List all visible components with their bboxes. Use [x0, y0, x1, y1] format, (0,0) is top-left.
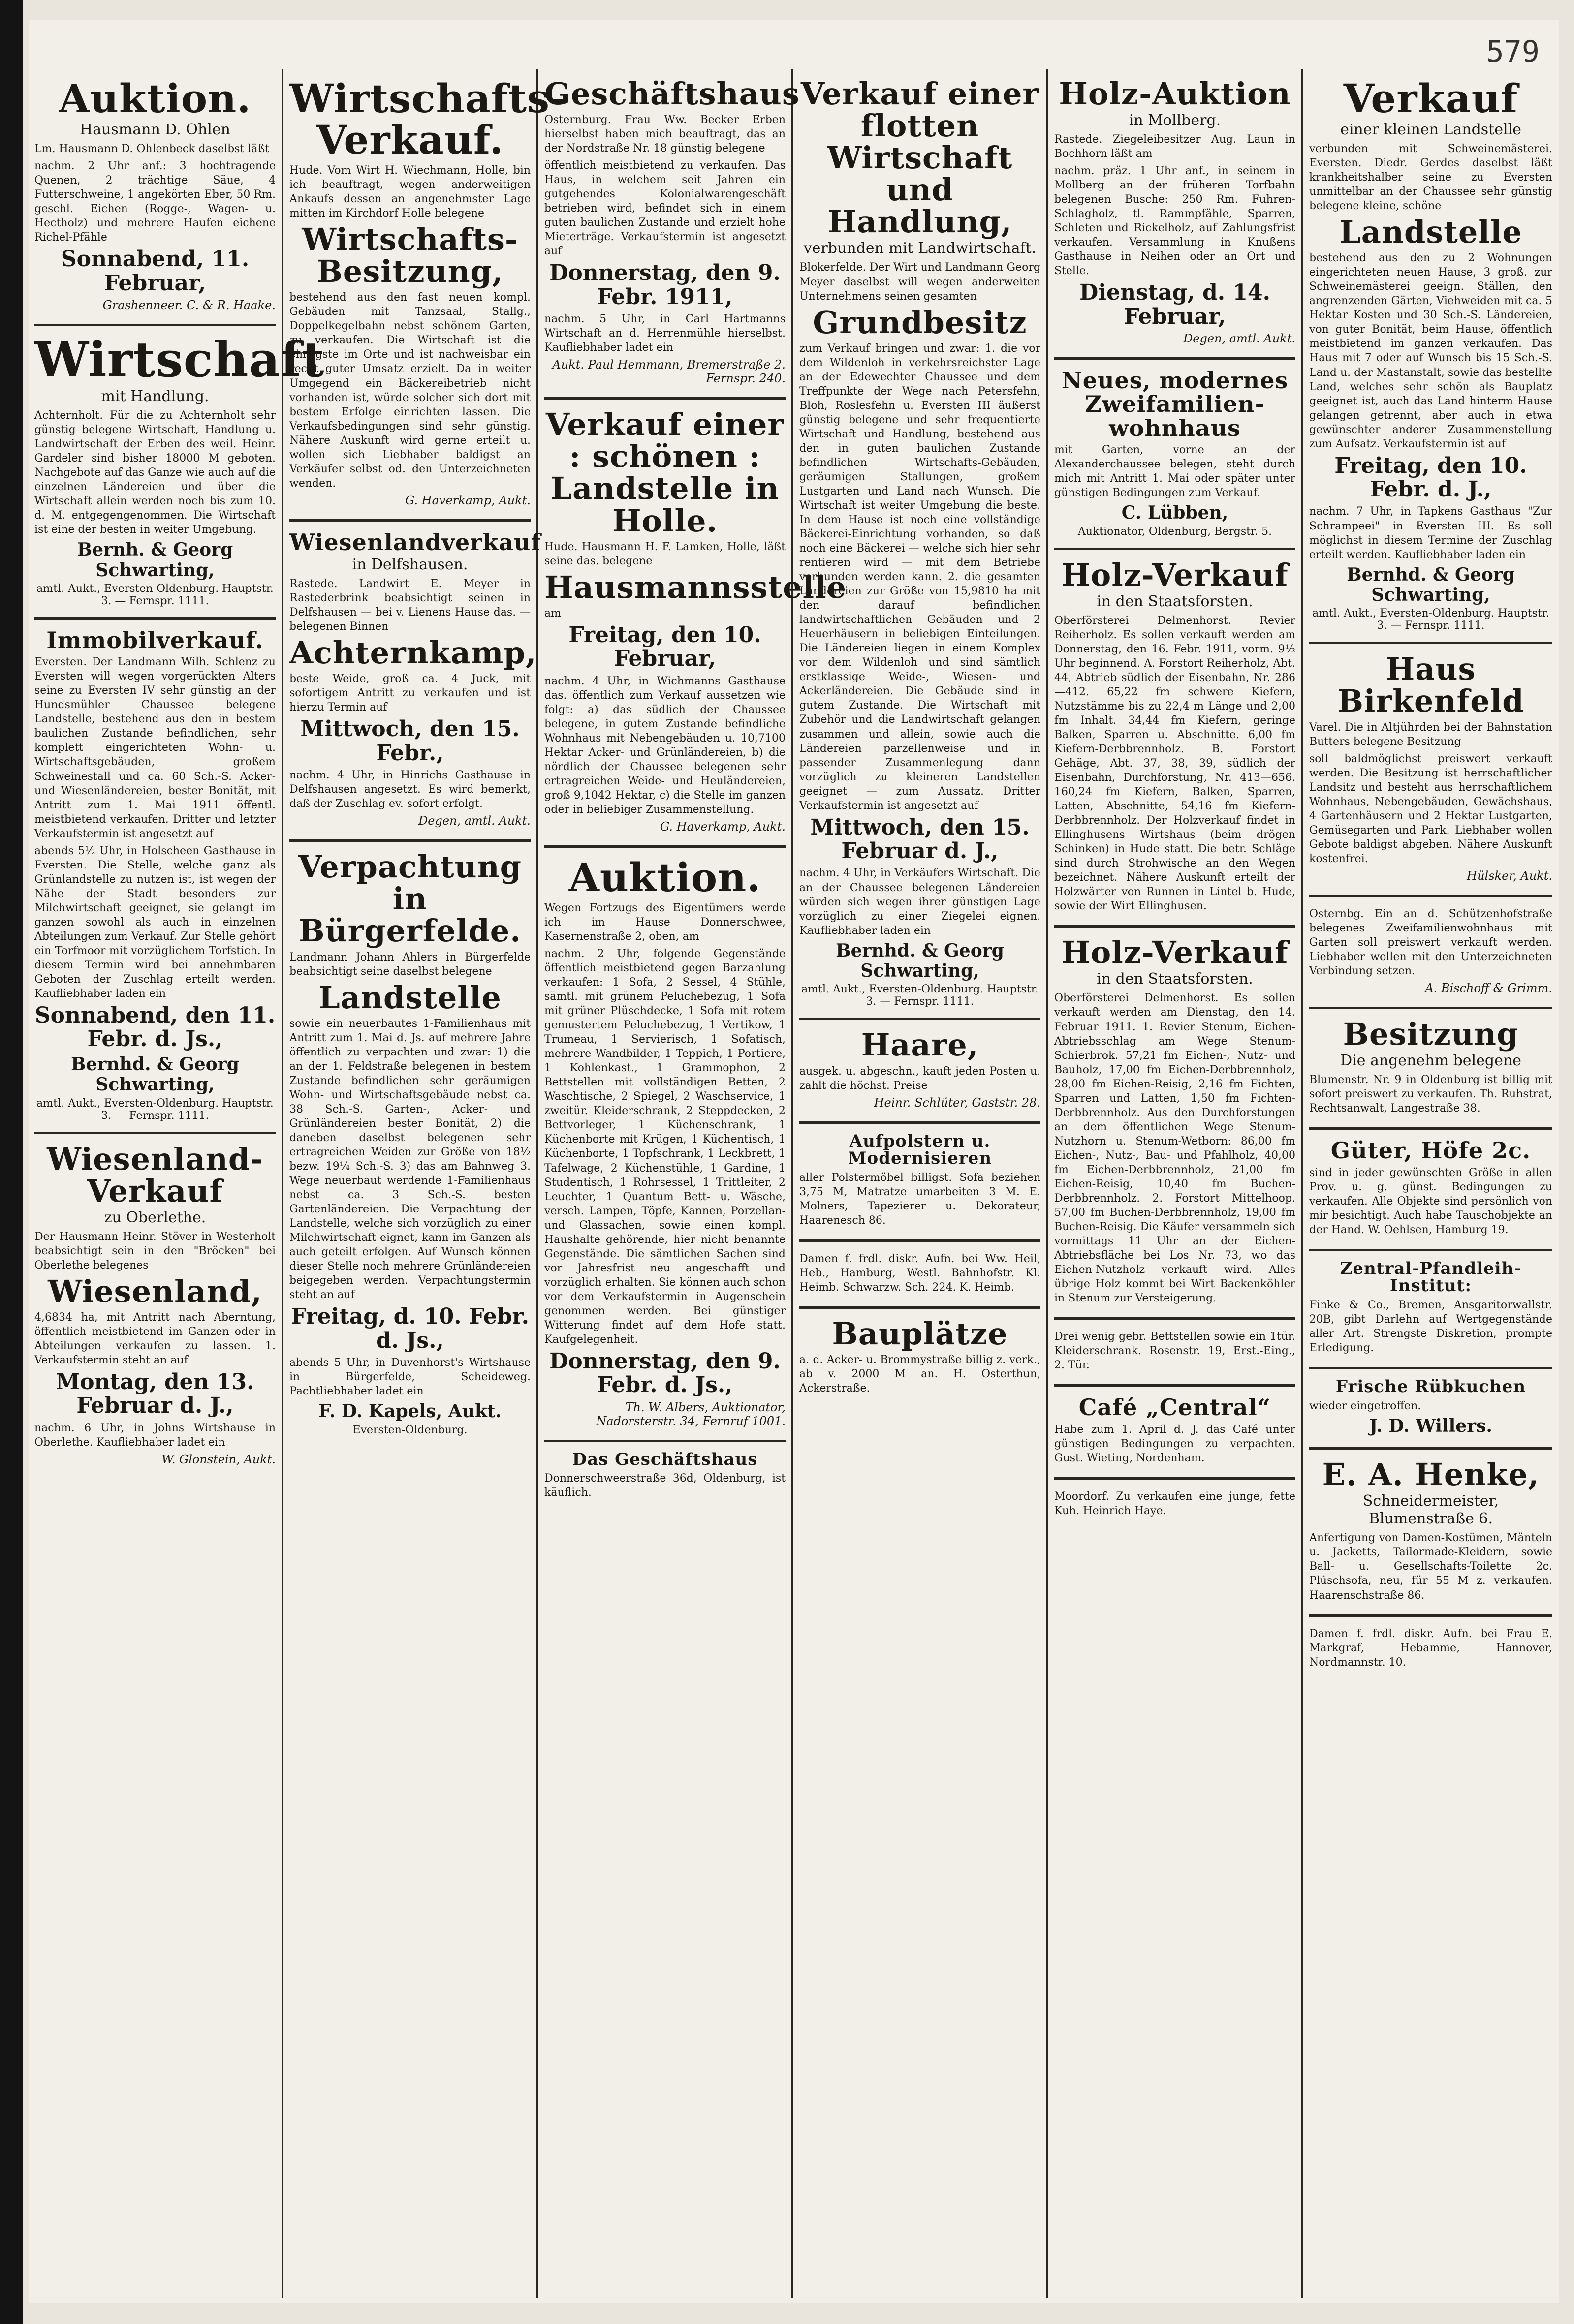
ad-body: 4,6834 ha, mit Antritt nach Aberntung, öffentlich meistbietend im Ganzen oder in Abteilungen verkaufen zu lassen. 1. Verkaufstermin steht an auf: [34, 1311, 276, 1367]
advertisement: [799, 1309, 1040, 1407]
ad-headline: Zentral-Pfandleih-Institut:: [1340, 1258, 1522, 1296]
ad-body: beste Weide, groß ca. 4 Juck, mit sofortigem Antritt zu verkaufen und ist hierzu Termin auf: [289, 673, 531, 714]
ad-headline: Wirtschafts-Verkauf.: [289, 75, 567, 163]
advertisement: [544, 1442, 786, 1512]
ad-body: ausgek. u. abgeschn., kauft jeden Posten u. zahlt die höchst. Preise: [799, 1065, 1040, 1092]
ad-headline: Bauplätze: [832, 1316, 1008, 1352]
ad-body: nachm. 7 Uhr, in Tapkens Gasthaus "Zur Schrampeei" in Eversten III. Es soll möglichst in diesem Termine der Zuschlag erteilt werden. Kaufliebhaber laden ein: [1309, 505, 1552, 561]
ad-body: a. d. Acker- u. Brommystraße billig z. verk., ab v. 2000 M an. H. Osterthun, Ackerstraße.: [799, 1354, 1040, 1395]
ad-body: mit Garten, vorne an der Alexanderchaussee belegen, steht durch mich mit Antritt 1. Mai oder später unter günstigen Bedingungen zum Verkauf.: [1054, 444, 1295, 499]
ad-subheadline: Die angenehm belegene: [1340, 1052, 1521, 1070]
ad-body: bestehend aus den fast neuen kompl. Gebäuden mit Tanzsaal, Stallg., Doppelkegelbahn nebst schönem Garten, zu verkaufen. Die Wirtschaft ist die einzigste im Orte und ist nachweisbar ein recht guter Umsatz erzielt. Da in weiter Umgegend ein Bäckereibetrieb nicht vorhanden ist, würde solcher sich dort mit bestem Erfolge einrichten lassen. Die Verkaufsbedingungen sind sehr günstig. Nähere Auskunft wird gerne erteilt u. wollen sich Liebhaber baldigst an Verkäufer selbst od. den Unterzeichneten wenden.: [289, 291, 531, 490]
ad-headline: Aufpolstern u. Modernisieren: [848, 1131, 992, 1169]
advertisement: [799, 1124, 1040, 1242]
ad-date: Sonnabend, den 11. Febr. d. Js.,: [34, 1003, 276, 1052]
column-6: [1303, 69, 1558, 2298]
advertisement: [1309, 644, 1552, 897]
ad-signature: Degen, amtl. Aukt.: [1183, 332, 1295, 346]
column-2: [283, 69, 567, 2298]
newspaper-page: [29, 20, 1559, 2303]
ad-signature: Aukt. Paul Hemmann, Bremerstraße 2. Fernspr. 240.: [552, 358, 786, 386]
ad-body: aller Polstermöbel billigst. Sofa beziehen 3,75 M, Matratze umarbeiten 3 M. E. Molners, Tapezierer u. Dekorateur, Haarenesch 86.: [799, 1171, 1040, 1227]
ad-signature: Hülsker, Aukt.: [1467, 868, 1552, 883]
ad-signature: Th. W. Albers, Auktionator, Nadorsterstr. 34, Fernruf 1001.: [596, 1400, 786, 1428]
ad-body: Osternburg. Frau Ww. Becker Erben hierselbst haben mich beauftragt, das an der Nordstraße Nr. 18 günstig belegene: [544, 114, 786, 155]
ad-subheadline: Schneidermeister, Blumenstraße 6.: [1362, 1492, 1499, 1528]
ad-body: abends 5½ Uhr, in Holscheen Gasthause in Eversten. Die Stelle, welche ganz als Grünlandstelle zu nutzen ist, ist wegen der Nähe der Stadt besonders zur Milchwirtschaft geeignet, sie gelangt im ganzen sowohl als auch in einzelnen Abteilungen zum Verkauf. Zur Stelle gehört ein Torfmoor mit vorzüglichem Torfstich. In diesem Termin wird bei annehmbaren Geboten der Zuschlag erteilt werden. Kaufliebhaber laden ein: [34, 844, 276, 1000]
advertisement: [544, 400, 847, 848]
ad-body: Hude. Vom Wirt H. Wiechmann, Holle, bin ich beauftragt, wegen anderweitigen Ankaufs dessen an angenehmster Lage mitten im Kirchdorf Holle belegene: [289, 164, 531, 220]
ad-body: wieder eingetroffen.: [1309, 1399, 1421, 1412]
ad-headline: Holz-Verkauf: [1061, 557, 1289, 593]
scan-edge: [0, 0, 23, 2324]
ad-body: Blokerfelde. Der Wirt und Landmann Georg Meyer daselbst will wegen anderweiten Unternehmens seinen gesamten: [799, 261, 1040, 303]
ad-date: Mittwoch, den 15. Februar d. J.,: [810, 814, 1030, 864]
advertisement: [289, 522, 541, 842]
ad-firm: C. Lübben,: [1121, 502, 1228, 524]
ad-address: Auktionator, Oldenburg, Bergstr. 5.: [1077, 525, 1272, 538]
ad-body: Eversten. Der Landmann Wilh. Schlenz zu Eversten will wegen vorgerückten Alters seine zu Eversten IV sehr günstig an der Hundsmühler Chaussee belegene Landstelle, bestehend aus den in bestem baulichen Zustande befindlichen, sehr komplett eingerichteten Wohn- u. Wirtschaftsgebäuden, großem Schweinestall und ca. 60 Sch.-S. Acker- und Wiesenländereien, bester Bonität, mit Antritt zum 1. Mai 1911 öffentl. meistbietend verkaufen. Dritter und letzter Verkaufstermin ist angesetzt auf: [34, 656, 276, 840]
ad-date: Freitag, d. 10. Febr. d. Js.,: [291, 1304, 529, 1353]
ad-body: Anfertigung von Damen-Kostümen, Mänteln u. Jacketts, Tailormade-Kleidern, sowie Ball- u. Gesellschafts-Toilette 2c. Plüschsofa, neu, für 55 M z. verkaufen. Haarenschstraße 86.: [1309, 1532, 1552, 1602]
ad-subheadline: einer kleinen Landstelle: [1340, 121, 1521, 138]
ad-headline: Verpachtung in Bürgerfelde.: [298, 849, 522, 949]
ad-body: nachm. 2 Uhr, folgende Gegenstände öffentlich meistbietend gegen Barzahlung verkaufen: 1 Sofa, 2 Sessel, 4 Stühle, sämtl. mit grünem Peluchebezug, 1 Sofa mit grüner Plüschdecke, 1 Sofa mit rotem gemustertem Peluchebezug, 1 Vertikow, 1 Trumeau, 1 Servierisch, 1 Sofatisch, mehrere Wandbilder, 1 Teppich, 1 Portiere, 1 Kohlenkast., 1 Grammophon, 2 Bettstellen mit vollständigen Betten, 2 Waschtische, 2 Spiegel, 2 Waschservice, 1 zweitür. Kleiderschrank, 2 Steppdecken, 2 Bettvorleger, 1 Küchenschrank, 1 Küchenborte mit Krügen, 1 Küchentisch, 1 Küchenborte, 1 Topfschrank, 1 Leckbrett, 1 Tafelwage, 2 Küchenstühle, 1 Gardine, 1 Studentisch, 1 Rohrsessel, 1 Trittleiter, 2 Leuchter, 1 Quantum Bett- u. Wäsche, versch. Lampen, Töpfe, Kannen, Porzellan- und Glassachen, sowie einen kompl. Haushalte gehörende, hier nicht benannte Gegenstände. Die sämtlichen Sachen sind vor Jahresfrist neu angeschafft und vorzüglich erhalten. Sie können auch schon vor dem Verkaufstermin in Augenschein genommen werden. Bei günstiger Witterung findet auf dem Hofe statt. Kaufgelegenheit.: [544, 948, 786, 1346]
ad-body: Rastede. Ziegeleibesitzer Aug. Laun in Bochhorn läßt am: [1054, 133, 1295, 160]
ad-subheadline: in den Staatsforsten.: [1097, 592, 1253, 610]
advertisement: [1309, 1369, 1552, 1450]
ad-headline: Das Geschäftshaus: [572, 1449, 758, 1469]
ad-headline: Verkauf einer : schönen : Landstelle in Holle.: [545, 406, 785, 539]
ad-body: nachm. 4 Uhr, in Verkäufers Wirtschaft. Die an der Chaussee belegenen Ländereien würden sich wegen ihrer günstigen Lage vorzüglich zu einer Ziegelei eignen. Kaufliebhaber laden ein: [799, 867, 1040, 937]
advertisement: [1309, 1450, 1552, 1616]
ad-date: Freitag, den 10. Februar,: [568, 622, 761, 672]
ad-address: Eversten-Oldenburg.: [352, 1424, 468, 1436]
ad-headline: Hausmannsstelle: [544, 569, 847, 605]
ad-body: öffentlich meistbietend zu verkaufen. Das Haus, in welchem seit Jahren ein gutgehendes Kolonialwarengeschäft betrieben wird, befindet sich in einem guten baulichen Zustande und erzielt hohe Mieterträge. Verkaufstermin ist angesetzt auf: [544, 159, 786, 258]
advertisement: [799, 1020, 1040, 1123]
ad-headline: Wirtschaft: [34, 332, 325, 388]
ad-subheadline: mit Handlung.: [101, 387, 209, 405]
advertisement: [544, 69, 800, 400]
advertisement: [799, 69, 1040, 1020]
ad-headline: Wiesenlandverkauf: [289, 528, 541, 556]
ad-date: Donnerstag, den 9. Febr. 1911,: [549, 260, 781, 310]
ad-address: amtl. Aukt., Eversten-Oldenburg. Hauptstr. 3. — Fernspr. 1111.: [36, 582, 274, 607]
ad-body: soll baldmöglichst preiswert verkauft werden. Die Besitzung ist herrschaftlicher Landsitz und besteht aus herrschaftlichem Wohnhaus, Nebengebäuden, Gewächshaus, 4 Gartenhäusern und 2 Hektar Lustgarten, Gemüsegarten und Park. Liebhaber wollen Gebote baldigst abgeben. Nähere Auskunft kostenfrei.: [1309, 752, 1552, 865]
ad-body: Hude. Hausmann H. F. Lamken, Holle, läßt seine das. belegene: [544, 540, 786, 567]
ad-headline: E. A. Henke,: [1322, 1456, 1540, 1493]
ad-headline: Neues, modernes Zweifamilien-wohnhaus: [1061, 367, 1289, 441]
ad-body: abends 5 Uhr, in Duvenhorst's Wirtshause in Bürgerfelde, Scheideweg. Pachtliebhaber ladet ein: [289, 1357, 531, 1398]
ad-body: nachm. 5 Uhr, in Carl Hartmanns Wirtschaft an d. Herrenmühle hierselbst. Kaufliebhaber ladet ein: [544, 313, 786, 354]
ad-body: Wegen Fortzugs des Eigentümers werde ich im Hause Donnerschwee, Kasernenstraße 2, oben, am: [544, 901, 786, 943]
ad-subheadline: zu Oberlethe.: [104, 1208, 206, 1226]
advertisement: [544, 848, 786, 1442]
ad-headline: Verkauf einer flotten Wirtschaft und Handlung,: [800, 76, 1039, 240]
advertisement: [289, 842, 531, 1446]
ad-firm: F. D. Kapels, Aukt.: [318, 1401, 502, 1422]
ad-headline: Grundbesitz: [813, 304, 1027, 341]
ad-signature: Grashenneer. C. & R. Haake.: [102, 298, 276, 312]
ad-address: amtl. Aukt., Eversten-Oldenburg. Hauptstr. 3. — Fernspr. 1111.: [36, 1097, 274, 1122]
advertisement: [1054, 928, 1295, 1320]
ad-body: zum Verkauf bringen und zwar: 1. die vor dem Wildenloh in verkehrsreichster Lage an der Edewechter Chaussee und dem Treffpunkte der Wege nach Petersfehn, Bloh, Roslesfehn u. Eversten III äußerst günstig belegene und sehr frequentierte Wirtschaft und Handlung, bestehend aus den in guten baulichen Zustande befindlichen Wirtschafts-Gebäuden, geräumigen Stallungen, großem Lustgarten und Land nach Wunsch. Die Wirtschaft ist weiter Umgebung die beste. In dem Hause ist noch eine vollständige Bäckerei-Einrichtung vorhanden, so daß noch eine Bäckerei — welche sich hier sehr rentieren wird — mit dem Betriebe verbunden werden kann. 2. die gesamten Ländereien zur Größe von 15,9810 ha mit den darauf befindlichen landwirtschaftlichen Gebäuden und 2 Heuerhäusern in beliebigen Einteilungen. Die Ländereien liegen in einem Komplex vor dem Wildenloh und sind sämtlich erstklassige Weide-, Wiesen- und Ackerländereien. Die Gebäude sind in gutem Zustande. Die Wirtschaft mit Zubehör und die Landwirtschaft gelangen zusammen und allein, sowie auch die Ländereien parzellenweise und in passender Zusammenlegung dann vorzüglich zu kleineren Landstellen geeignet — zum Aussatz. Dritter Verkaufstermin ist angesetzt auf: [799, 342, 1040, 812]
ad-body: Lm. Hausmann D. Ohlenbeck daselbst läßt: [34, 143, 269, 155]
ad-body: Der Hausmann Heinr. Stöver in Westerholt beabsichtigt sein in den "Bröcken" bei Oberlethe belegenes: [34, 1230, 276, 1271]
ad-address: amtl. Aukt., Eversten-Oldenburg. Hauptstr. 3. — Fernspr. 1111.: [1312, 607, 1549, 632]
ad-subheadline: in Mollberg.: [1129, 112, 1221, 129]
ad-firm: Bernhd. & Georg Schwarting,: [71, 1054, 239, 1095]
ad-date: Dienstag, d. 14. Februar,: [1079, 280, 1270, 329]
advertisement: [1309, 1617, 1552, 1681]
ad-body: nachm. 2 Uhr anf.: 3 hochtragende Quenen, 2 trächtige Säue, 4 Futterschweine, 1 angekörten Eber, 50 Rm. geschl. Eichen (Rogge-, Wagen- u. Hectholz) und mehrere Haufen eichene Richel-Pfähle: [34, 160, 276, 244]
ad-headline: Wiesenland-Verkauf: [47, 1141, 263, 1209]
column-5: [1048, 69, 1303, 2298]
advertisement: [799, 1242, 1040, 1309]
ad-body: Finke & Co., Bremen, Ansgaritorwallstr. 20B, gibt Darlehn auf Wertgegenstände aller Art. Strengste Diskretion, prompte Erledigung.: [1309, 1299, 1552, 1355]
ad-body: bestehend aus den zu 2 Wohnungen eingerichteten neuen Hause, 3 groß. zur Schweinemästerei geeign. Ställen, den angrenzenden Gärten, Viehweiden mit ca. 5 Hektar Kosten und 30 Sch.-S. Ländereien, von guter Bonität, beim Hause, öffentlich meistbietend im ganzen verkaufen. Das Haus mit 7 oder auf Wunsch bis 15 Sch.-S. Land u. der Mastanstalt, sowie das bestellte Land, welches sehr schön als Bauplatz geeignet ist, auch das Land hinterm Hause gelangen getrennt, aber auch in etwa gewünschter anderer Zusammenstellung zum Aufsatz. Verkaufstermin ist auf: [1309, 252, 1552, 450]
ad-headline: Verkauf: [1343, 75, 1518, 122]
ad-subheadline: in Delfshausen.: [352, 556, 468, 574]
ad-body: Damen f. frdl. diskr. Aufn. bei Ww. Heil, Heb., Hamburg, Westl. Bahnhofstr. Kl. Heimb. Schwarzw. Sch. 224. K. Heimb.: [799, 1253, 1040, 1294]
ad-headline: Güter, Höfe 2c.: [1330, 1137, 1531, 1164]
ad-body: nachm. präz. 1 Uhr anf., in seinem in Mollberg an der früheren Torfbahn belegenen Busche: 250 Rm. Fuhren-Schlagholz, tl. Rammpfähle, Sparren, Schleten und Rickelholz, auf Zahlungsfrist verkaufen. Versammlung in Knußens Gasthause in Neihen oder an Ort und Stelle.: [1054, 165, 1295, 278]
ad-headline: Landstelle: [318, 979, 502, 1016]
advertisement: [34, 69, 276, 326]
advertisement: [1054, 550, 1295, 928]
advertisement: [1054, 1320, 1295, 1387]
advertisement: [1309, 69, 1552, 644]
ad-body: sowie ein neuerbautes 1-Familienhaus mit Antritt zum 1. Mai d. Js. auf mehrere Jahre öffentlich zu verpachten und zwar: 1) die an der 1. Feldstraße belegenen in bestem Zustande befindlichen sehr geräumigen Wohn- und Wirtschaftsgebäude nebst ca. 38 Sch.-S. Garten-, Acker- und Grünländereien bester Bonität, 2) die daneben daselbst belegenen sehr ertragreichen Weiden zur Größe von 18½ bezw. 19¼ Sch.-S. 3) das am Bahnweg 3. Wege neuerbaut werdende 1-Familienhaus nebst ca. 3 Sch.-S. besten Gartenländereien. Die Verpachtung der Landstelle, welche sich vorzüglich zu einer Milchwirtschaft eignet, kann im Ganzen als auch geteilt erfolgen. Auf Wunsch können dieser Stelle noch mehrere Grünländereien beigegeben werden. Verpachtungstermin steht an auf: [289, 1017, 531, 1301]
column-3: [538, 69, 847, 2298]
ad-body: Damen f. frdl. diskr. Aufn. bei Frau E. Markgraf, Hebamme, Hannover, Nordmannstr. 10.: [1309, 1627, 1552, 1669]
ad-headline: Wiesenland,: [48, 1273, 262, 1309]
advertisement: [1054, 360, 1295, 550]
advertisement: [34, 1134, 276, 1478]
ad-body: Blumenstr. Nr. 9 in Oldenburg ist billig mit sofort preiswert zu verkaufen. Th. Ruhstrat, Rechtsanwalt, Langestraße 38.: [1309, 1074, 1552, 1115]
ad-headline: Holz-Verkauf: [1061, 934, 1289, 971]
ad-body: Rastede. Landwirt E. Meyer in Rastederbrink beabsichtigt seinen in Delfshausen — bei v. Lienens Hause das. — belegenen Binnen: [289, 578, 531, 633]
ad-date: Mittwoch, den 15. Febr.,: [300, 716, 520, 766]
ad-headline: Geschäftshaus: [544, 76, 800, 112]
ad-body: Habe zum 1. April d. J. das Café unter günstigen Bedingungen zu verpachten. Gust. Wieting, Nordenham.: [1054, 1423, 1295, 1464]
advertisement: [1054, 1480, 1295, 1530]
ad-headline: Immobilverkauf.: [46, 626, 264, 653]
ad-body: Drei wenig gebr. Bettstellen sowie ein 1tür. Kleiderschrank. Rosenstr. 19, Erst.-Eing., 2. Tür.: [1054, 1331, 1295, 1372]
ad-body: Varel. Die in Altjührden bei der Bahnstation Butters belegene Besitzung: [1309, 721, 1552, 748]
ad-firm: Bernh. & Georg Schwarting,: [77, 539, 233, 581]
ad-subheadline: Hausmann D. Ohlen: [80, 121, 230, 138]
ad-headline: Auktion.: [59, 75, 252, 122]
ad-body: Landmann Johann Ahlers in Bürgerfelde beabsichtigt seine daselbst belegene: [289, 951, 531, 978]
ad-columns: [29, 69, 1559, 2298]
advertisement: [289, 69, 567, 522]
advertisement: [1054, 1387, 1295, 1479]
ad-body: verbunden mit Schweinemästerei. Eversten. Diedr. Gerdes daselbst läßt krankheitshalber seine zu Eversten unmittelbar an der Chaussee sehr günstig belegene kleine, schöne: [1309, 143, 1552, 213]
ad-headline: Auktion.: [568, 854, 761, 900]
ad-signature: Heinr. Schlüter, Gaststr. 28.: [874, 1095, 1040, 1110]
ad-signature: G. Haverkamp, Aukt.: [660, 819, 786, 834]
advertisement: [1309, 1130, 1552, 1251]
ad-body: am: [544, 607, 561, 620]
ad-body: nachm. 4 Uhr, in Wichmanns Gasthause das. öffentlich zum Verkauf aussetzen wie folgt: a) das südlich der Chaussee belegene, in gutem Zustande befindliche Wohnhaus mit Nebengebäuden u. 10,7100 Hektar Acker- und Grünländereien, b) die nördlich der Chaussee belegenen sehr ertragreichen Weide- und Heuländereien, groß 9,1042 Hektar, c) die Stelle im ganzen oder in beliebiger Zusammenstellung.: [544, 675, 786, 816]
ad-firm: Bernhd. & Georg Schwarting,: [1347, 564, 1515, 605]
ad-address: amtl. Aukt., Eversten-Oldenburg. Hauptstr. 3. — Fernspr. 1111.: [801, 983, 1039, 1008]
ad-signature: A. Bischoff & Grimm.: [1425, 981, 1552, 995]
ad-signature: W. Glonstein, Aukt.: [161, 1452, 276, 1466]
column-1: [29, 69, 325, 2298]
ad-body: sind in jeder gewünschten Größe in allen Prov. u. g. günst. Bedingungen zu verkaufen. Alle Objekte sind persönlich von mir besichtigt. Auch habe Tauschobjekte an der Hand. W. Oehlsen, Hamburg 19.: [1309, 1166, 1552, 1236]
ad-headline: Haus Birkenfeld: [1337, 651, 1524, 719]
ad-signature: G. Haverkamp, Aukt.: [405, 493, 531, 507]
advertisement: [1309, 897, 1552, 1009]
ad-body: Donnerschweerstraße 36d, Oldenburg, ist käuflich.: [544, 1472, 786, 1499]
column-4: [793, 69, 1048, 2298]
ad-signature: Degen, amtl. Aukt.: [418, 814, 531, 828]
advertisement: [1054, 69, 1295, 360]
ad-firm: J. D. Willers.: [1369, 1415, 1492, 1436]
ad-body: Osternbg. Ein an d. Schützenhofstraße belegenes Zweifamilienwohnhaus mit Garten soll preiswert verkauft werden. Liebhaber wollen mit den Unterzeichneten Verbindung setzen.: [1309, 907, 1552, 977]
ad-body: Achternholt. Für die zu Achternholt sehr günstig belegene Wirtschaft, Handlung u. Landwirtschaft der Erben des weil. Heinr. Gardeler sind bisher 18000 M geboten. Nachgebote auf das Ganze wie auch auf die einzelnen Ländereien und über die Wirtschaft allein werden noch bis zum 10. d. M. entgegengenommen. Die Wirtschaft ist eine der besten in weiter Umgebung.: [34, 409, 276, 536]
ad-headline: Frische Rübkuchen: [1335, 1377, 1526, 1397]
ad-headline: Holz-Auktion: [1059, 76, 1291, 112]
advertisement: [34, 326, 325, 620]
ad-body: Oberförsterei Delmenhorst. Es sollen verkauft werden am Dienstag, den 14. Februar 1911. 1. Revier Stenum, Eichen-Abtriebsschlag am Wege Stenum-Schierbrok. 57,21 fm Eichen-, Nutz- und Bauholz, 17,00 fm Eichen-Derbbrennholz, 28,00 fm Eichen-Reisig, 2,16 fm Fichten, Sparren und Latten, 1,50 fm Fichten-Derbbrennholz. Aus den Durchforstungen an dem öffentlichen Wege Stenum-Nutzhorn u. Stenum-Wetborn: 86,00 fm Eichen-, Nutz-, Bau- und Pfahlholz, 40,00 fm Eichen-Derbbrennholz, 21,00 fm Eichen-Reisig, 10,40 fm Buchen-Derbbrennholz. 2. Forstort Mittelhoop. 57,00 fm Buchen-Derbbrennholz, 19,00 fm Buchen-Reisig. Die Käufer versammeln sich vormittags 11 Uhr an der Eichen-Abtriebsfläche bei Los Nr. 73, wo das Eichen-Nutzholz verkauft wird. Alles übrige Holz kommt bei Wirt Backenköhler in Stenum zur Versteigerung.: [1054, 992, 1295, 1305]
ad-date: Donnerstag, den 9. Febr. d. Js.,: [549, 1348, 781, 1398]
advertisement: [1309, 1251, 1552, 1370]
ad-firm: Bernhd. & Georg Schwarting,: [836, 940, 1004, 982]
ad-subheadline: in den Staatsforsten.: [1097, 970, 1253, 988]
ad-date: Freitag, den 10. Febr. d. J.,: [1334, 453, 1527, 502]
ad-body: nachm. 4 Uhr, in Hinrichs Gasthause in Delfshausen angesetzt. Es wird bemerkt, daß der Zuschlag ev. sofort erfolgt.: [289, 769, 531, 810]
ad-body: nachm. 6 Uhr, in Johns Wirtshause in Oberlethe. Kaufliebhaber ladet ein: [34, 1422, 276, 1449]
ad-headline: Café „Central“: [1078, 1394, 1271, 1421]
ad-headline: Landstelle: [1339, 214, 1522, 250]
advertisement: [34, 620, 276, 1134]
page-number: 579: [1486, 34, 1540, 69]
ad-body: Oberförsterei Delmenhorst. Revier Reiherholz. Es sollen verkauft werden am Donnerstag, den 16. Febr. 1911, vorm. 9½ Uhr beginnend. A. Forstort Reiherholz, Abt. 44, Abtrieb südlich der Eisenbahn, Nr. 286—412. 65,22 fm schwere Kiefern, Nutzstämme bis zu 22,4 m Länge und 2,00 fm Inhalt. 34,44 fm Kiefern, geringe Balken, Sparren u. Abschnitte. 6,00 fm Kiefern-Derbbrennholz. B. Forstort Gehäge, Abt. 37, 38, 39, südlich der Eisenbahn, Durchforstung, Nr. 413—656. 160,24 fm Kiefern, Balken, Sparren, Latten, Abschnitte, 54,16 fm Kiefern-Derbbrennholz. Der Holzverkauf findet in Ellinghusens Wirtshaus (beim drögen Schinken) in Hude statt. Die betr. Schläge sind durch Strohwische an den Wegen bezeichnet. Nähere Auskunft erteilt der Holzwärter von Runnen in Lintel b. Hude, sowie der Wirt Ellinghusen.: [1054, 614, 1295, 913]
ad-date: Sonnabend, 11. Februar,: [61, 247, 250, 296]
ad-headline: Wirtschafts-Besitzung,: [302, 221, 518, 290]
ad-date: Montag, den 13. Februar d. J.,: [56, 1369, 254, 1419]
ad-headline: Achternkamp,: [289, 635, 537, 671]
advertisement: [1309, 1009, 1552, 1130]
ad-subheadline: verbunden mit Landwirtschaft.: [803, 240, 1037, 257]
ad-headline: Haare,: [861, 1027, 979, 1063]
ad-headline: Besitzung: [1343, 1016, 1519, 1053]
ad-body: Moordorf. Zu verkaufen eine junge, fette Kuh. Heinrich Haye.: [1054, 1490, 1295, 1517]
